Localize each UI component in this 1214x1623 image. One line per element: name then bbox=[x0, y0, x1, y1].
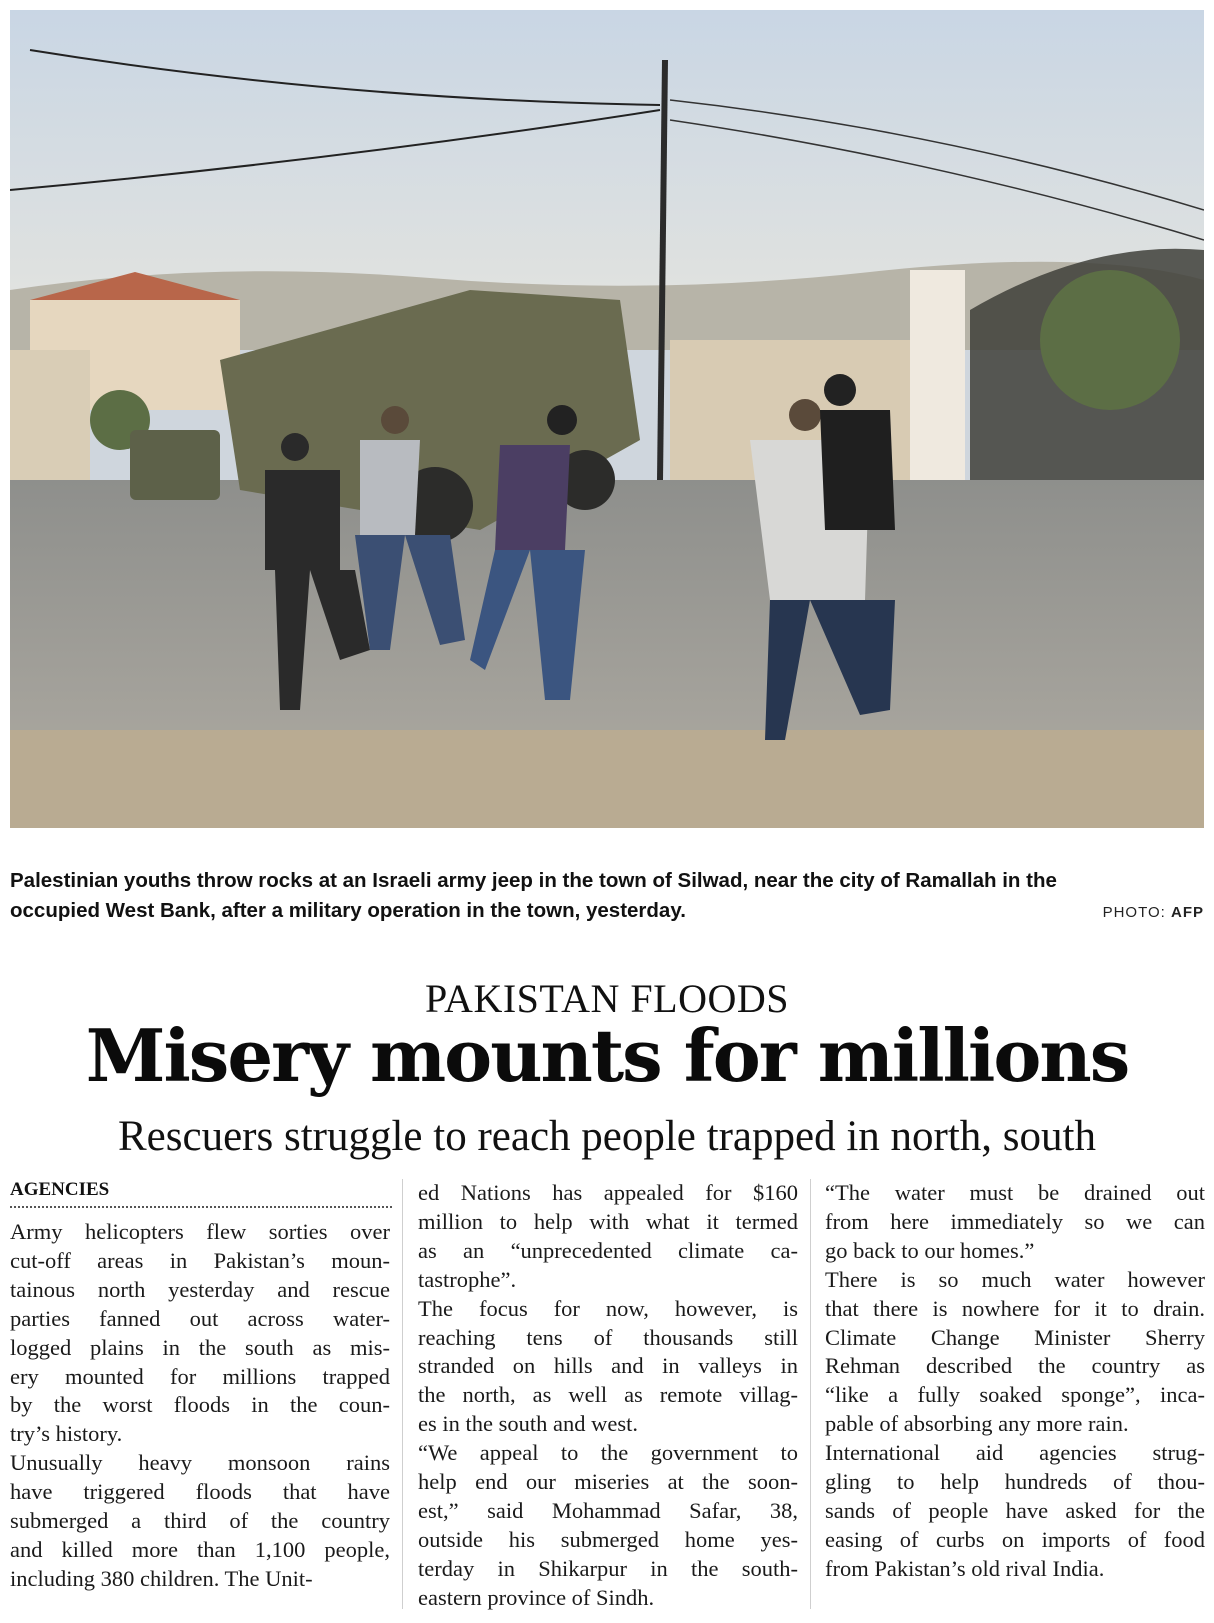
byline-divider bbox=[10, 1206, 392, 1208]
story-text-line: terday in Shikarpur in the south- bbox=[418, 1555, 798, 1581]
story-text-line: that there is nowhere for it to drain. bbox=[825, 1295, 1205, 1321]
story-paragraph bbox=[825, 1439, 1205, 1584]
photo-caption bbox=[10, 866, 1204, 926]
photo-scene-icon bbox=[10, 10, 1204, 828]
story-text-line: ed Nations has appealed for $160 bbox=[418, 1180, 798, 1205]
story-text-line: Rehman described the country as bbox=[825, 1353, 1205, 1379]
story-text-line: including 380 children. The Unit- bbox=[10, 1565, 313, 1591]
story-text-line: “like a fully soaked sponge”, inca- bbox=[825, 1382, 1205, 1408]
story-text-line: Unusually heavy monsoon rains bbox=[10, 1450, 390, 1476]
story-paragraph bbox=[418, 1179, 798, 1295]
story-column-2 bbox=[418, 1179, 798, 1613]
story-text-line: est,” said Mohammad Safar, 38, bbox=[418, 1497, 798, 1523]
story-headline: Misery mounts for millions bbox=[85, 1013, 1129, 1098]
story-paragraph bbox=[10, 1449, 390, 1594]
story-paragraph bbox=[418, 1439, 798, 1612]
story-text-line: and killed more than 1,100 people, bbox=[10, 1536, 390, 1562]
story-deck: Rescuers struggle to reach people trapped in north, south bbox=[118, 1113, 1096, 1160]
story-text-line: outside his submerged home yes- bbox=[418, 1526, 798, 1552]
story-text-line: Climate Change Minister Sherry bbox=[825, 1324, 1205, 1350]
story-text-line: logged plains in the south as mis- bbox=[10, 1334, 390, 1360]
story-text-line: International aid agencies strug- bbox=[825, 1440, 1205, 1466]
story-text-line: sands of people have asked for the bbox=[825, 1497, 1205, 1523]
story-text-line: stranded on hills and in valleys in bbox=[418, 1353, 798, 1379]
story-text-line: “The water must be drained out bbox=[825, 1180, 1205, 1205]
story-text-line: help end our miseries at the soon- bbox=[418, 1469, 798, 1495]
photo-credit bbox=[1103, 904, 1204, 921]
story-text-line: from here immediately so we can bbox=[825, 1208, 1205, 1234]
story-text-line: submerged a third of the country bbox=[10, 1508, 390, 1534]
story-byline: AGENCIES bbox=[10, 1179, 110, 1200]
story-text-line: tastrophe”. bbox=[418, 1266, 517, 1292]
story-paragraph bbox=[825, 1179, 1205, 1266]
story-text-line: try’s history. bbox=[10, 1421, 123, 1447]
story-text-line: have triggered floods that have bbox=[10, 1479, 390, 1505]
column-divider bbox=[810, 1179, 811, 1609]
photo-credit-source: AFP bbox=[1171, 904, 1204, 921]
story-text-line: from Pakistan’s old rival India. bbox=[825, 1555, 1105, 1581]
story-text-line: The focus for now, however, is bbox=[418, 1295, 798, 1321]
photo-credit-label: PHOTO: bbox=[1102, 904, 1166, 921]
story-column-3 bbox=[825, 1179, 1205, 1584]
story-kicker: PAKISTAN FLOODS bbox=[424, 976, 789, 1021]
story-text-line: as an “unprecedented climate ca- bbox=[418, 1237, 798, 1263]
story-text-line: ery mounted for millions trapped bbox=[10, 1363, 390, 1389]
story-column-1 bbox=[10, 1218, 390, 1594]
news-photo bbox=[10, 10, 1204, 828]
story-paragraph bbox=[825, 1266, 1205, 1439]
story-text-line: cut-off areas in Pakistan’s moun- bbox=[10, 1247, 390, 1273]
story-text-line: “We appeal to the government to bbox=[418, 1440, 798, 1466]
story-text-line: easing of curbs on imports of food bbox=[825, 1526, 1205, 1552]
story-text-line: by the worst floods in the coun- bbox=[10, 1392, 390, 1418]
caption-line: Palestinian youths throw rocks at an Israeli army jeep in the town of Silwad, near the city of Ramallah in the bbox=[10, 869, 1057, 892]
caption-line: occupied West Bank, after a military operation in the town, yesterday. bbox=[10, 899, 686, 922]
story-text-line: tainous north yesterday and rescue bbox=[10, 1276, 390, 1302]
story-paragraph bbox=[10, 1218, 390, 1449]
story-text-line: gling to help hundreds of thou- bbox=[825, 1469, 1205, 1495]
story-text-line: parties fanned out across water- bbox=[10, 1305, 390, 1331]
story-text-line: million to help with what it termed bbox=[418, 1208, 798, 1234]
story-text-line: pable of absorbing any more rain. bbox=[825, 1411, 1129, 1437]
story-text-line: There is so much water however bbox=[825, 1266, 1205, 1292]
story-text-line: Army helicopters flew sorties over bbox=[10, 1219, 390, 1244]
story-text-line: es in the south and west. bbox=[418, 1411, 638, 1437]
story-paragraph bbox=[418, 1295, 798, 1440]
story-text-line: reaching tens of thousands still bbox=[418, 1324, 798, 1350]
story-text-line: eastern province of Sindh. bbox=[418, 1584, 655, 1610]
story-text-line: the north, as well as remote villag- bbox=[418, 1382, 798, 1408]
column-divider bbox=[402, 1179, 403, 1609]
story-text-line: go back to our homes.” bbox=[825, 1237, 1035, 1263]
